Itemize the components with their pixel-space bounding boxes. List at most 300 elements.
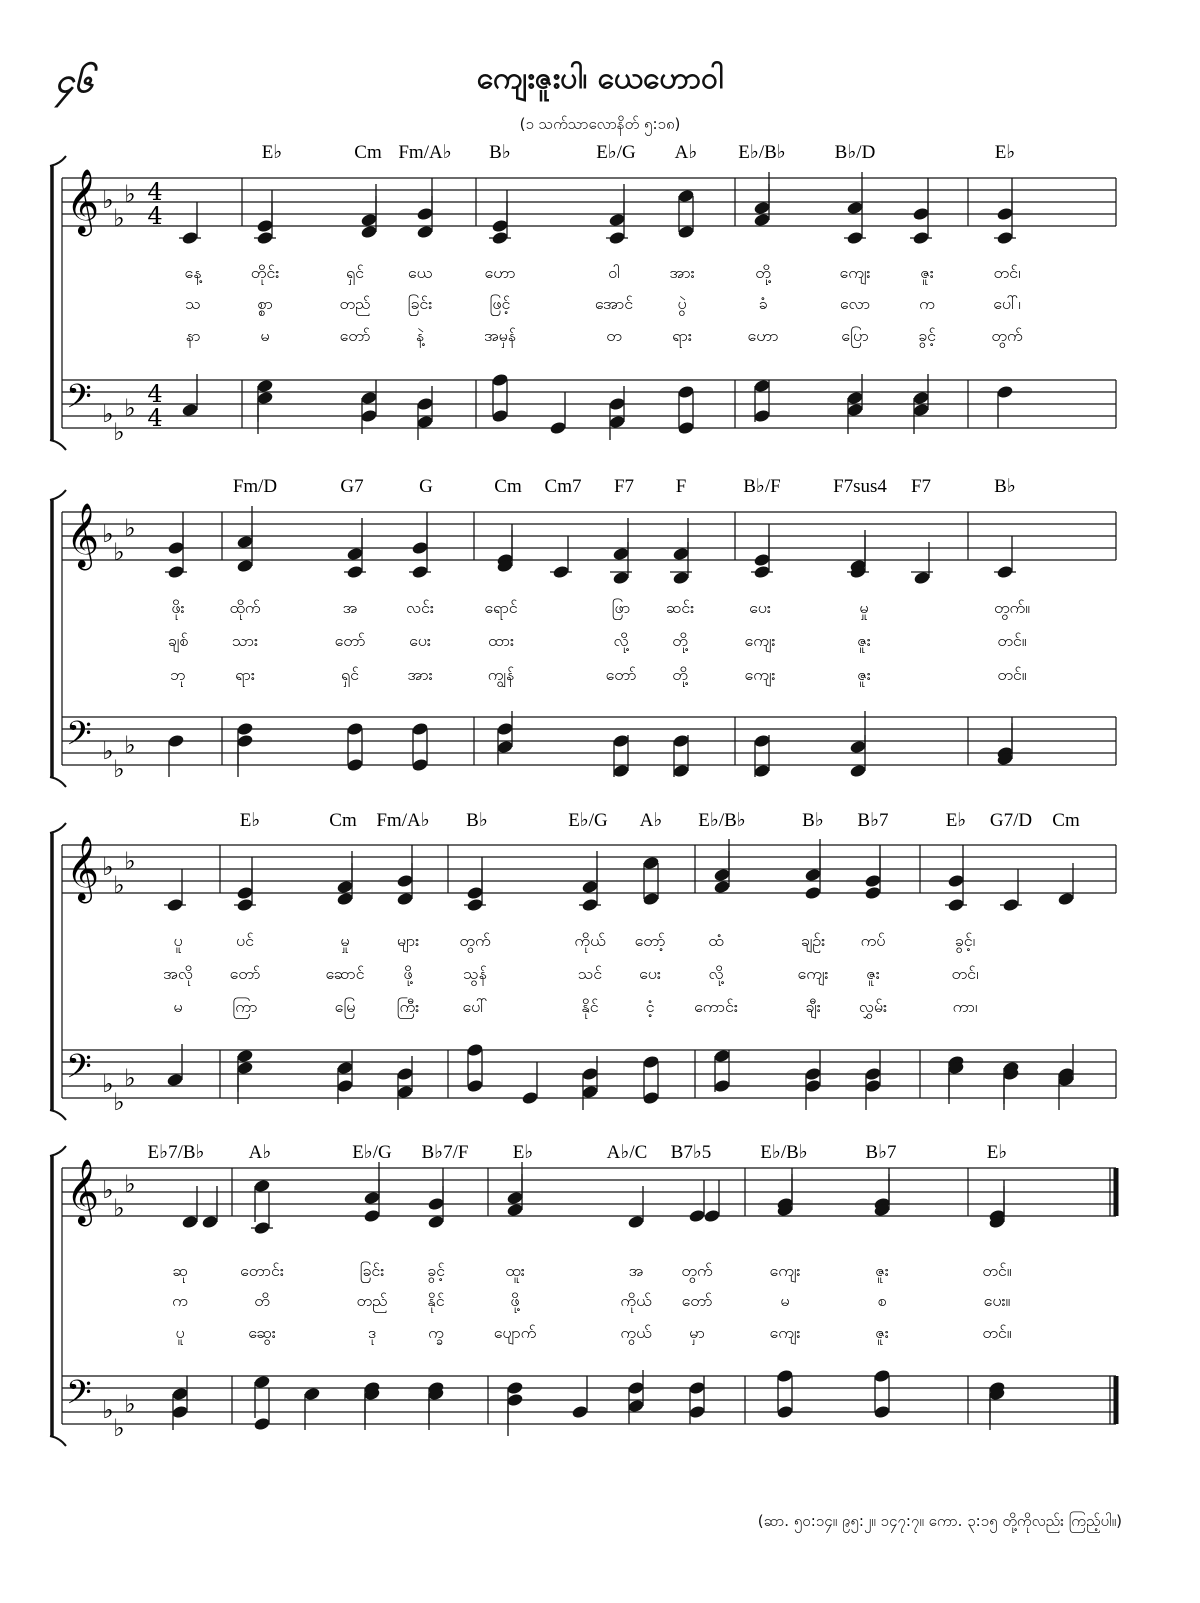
treble-staff-4 [62, 1168, 1116, 1216]
notehead [253, 1417, 271, 1432]
notehead [236, 1061, 254, 1076]
notehead [688, 1381, 706, 1396]
notehead [336, 1079, 354, 1094]
lyric-verse-1-syllable: နေ့ [184, 263, 202, 282]
lyric-verse-3-syllable: မ [260, 326, 270, 345]
treble-clef-icon: 𝄞 [66, 503, 100, 568]
notehead [336, 880, 354, 895]
lyric-verse-2-syllable: ဖြင့် [489, 294, 511, 313]
notehead [506, 1191, 524, 1206]
chord-symbol: F7sus4 [833, 476, 887, 497]
key-flat-icon: ♭ [102, 1396, 114, 1424]
bracket-hook [50, 777, 66, 787]
lyric-verse-3-syllable: ကြီး [396, 997, 420, 1016]
chord-symbol: B7♭5 [670, 1142, 712, 1163]
bass-staff-1 [62, 380, 1116, 428]
lyric-verse-1-syllable: တိုင်း [250, 263, 280, 282]
notehead [612, 571, 630, 586]
lyric-verse-3-syllable: ရှင် [340, 665, 360, 684]
chord-symbol: Cm [329, 810, 357, 831]
notehead [672, 547, 690, 562]
notehead [236, 559, 254, 574]
chord-symbol: A♭ [248, 1142, 272, 1163]
key-flat-icon: ♭ [102, 737, 114, 765]
lyric-verse-3-syllable: တော် [339, 326, 371, 345]
bracket-hook [50, 156, 66, 166]
notehead [181, 1215, 199, 1230]
notehead [167, 734, 185, 749]
notehead [236, 734, 254, 749]
lyric-verse-2-syllable: တော် [681, 1291, 713, 1310]
notehead [427, 1197, 445, 1212]
key-flat-icon: ♭ [124, 514, 136, 542]
lyric-verse-2-syllable: ပေး [639, 964, 661, 983]
chord-symbol: Fm/D [232, 476, 278, 497]
notehead [346, 547, 364, 562]
notehead [416, 207, 434, 222]
lyric-verse-3-syllable: အမှန် [483, 326, 517, 345]
notehead [672, 571, 690, 586]
chord-symbol: B♭ [994, 476, 1016, 497]
lyric-verse-3-syllable: ပြော [841, 326, 869, 345]
chord-symbol: E♭ [986, 1142, 1008, 1163]
notehead [612, 547, 630, 562]
lyric-verse-1-syllable: ဖိုး [171, 598, 185, 617]
notehead [677, 189, 695, 204]
notehead [236, 722, 254, 737]
chord-symbol: E♭ [239, 810, 261, 831]
lyric-verse-2-syllable: နိုင် [427, 1291, 445, 1310]
notehead [753, 201, 771, 216]
notehead [491, 409, 509, 424]
notehead [581, 1085, 599, 1100]
lyric-verse-3-syllable: ကြာ [232, 997, 258, 1016]
notehead [804, 1079, 822, 1094]
lyric-verse-2-syllable: ဖို့ [403, 964, 413, 983]
chord-symbol: A♭ [639, 810, 663, 831]
lyric-verse-1-syllable: ဆင်း [665, 598, 695, 617]
chord-symbol: B♭/F [743, 476, 781, 497]
lyric-verse-1-syllable: ထံ [708, 931, 724, 950]
lyric-verse-1-syllable: ခြင်း [359, 1261, 385, 1280]
time-signature-bottom: 4 [147, 202, 163, 230]
notehead [849, 764, 867, 779]
lyric-verse-2-syllable: တော် [334, 631, 366, 650]
chord-symbol: B♭/D [834, 142, 876, 163]
lyric-verse-3-syllable: တင်။ [997, 665, 1027, 684]
lyric-verse-2-syllable: တင်၊ [951, 964, 979, 983]
notehead [363, 1191, 381, 1206]
key-flat-icon: ♭ [102, 853, 114, 881]
lyric-verse-3-syllable: မြေ [334, 997, 356, 1016]
lyric-verse-1-syllable: မှု [340, 931, 350, 950]
lyric-verse-1-syllable: အား [669, 263, 695, 282]
lyric-verse-2-syllable: ဇူး [866, 964, 880, 983]
lyric-verse-2-syllable: အောင် [594, 294, 634, 313]
notehead [672, 734, 690, 749]
lyric-verse-3-syllable: ငံ့ [645, 997, 655, 1016]
notehead [521, 1091, 539, 1106]
lyric-verse-1-syllable: ဝါ [608, 263, 620, 282]
lyric-verse-2-syllable: ဆောင် [325, 964, 365, 983]
lyric-verse-3-syllable: တော် [605, 665, 637, 684]
lyric-verse-2-syllable: လို့ [613, 631, 629, 650]
lyric-verse-2-syllable: တို့ [672, 631, 688, 650]
notehead [181, 403, 199, 418]
chord-symbol: E♭/B♭ [738, 142, 786, 163]
notehead [416, 225, 434, 240]
lyric-verse-1-syllable: တင်။ [982, 1261, 1012, 1280]
lyric-verse-1-syllable: ပေး [749, 598, 771, 617]
notehead [236, 886, 254, 901]
notehead [491, 373, 509, 388]
key-flat-icon: ♭ [124, 731, 136, 759]
lyric-verse-2-syllable: တိ [254, 1291, 270, 1310]
lyric-verse-3-syllable: ကွယ် [620, 1323, 652, 1342]
notehead [171, 1387, 189, 1402]
notehead [396, 1067, 414, 1082]
chord-symbol: Fm/A♭ [398, 142, 452, 163]
lyric-verse-3-syllable: တ [606, 326, 622, 345]
notehead [864, 874, 882, 889]
song-title: ကျေးဇူးပါ၊ ယေဟောဝါ [476, 61, 724, 96]
chord-symbol: Cm [1052, 810, 1080, 831]
notehead [873, 1369, 891, 1384]
lyric-verse-3-syllable: ချီး [805, 997, 821, 1016]
chord-symbol: E♭/G [568, 810, 608, 831]
lyric-verse-3-syllable: ဘု [170, 665, 186, 684]
footnote: (ဆာ. ၅၀:၁၄။ ၉၅:၂။ ၁၄၇:၇။ ကော. ၃:၁၅ တို့ကိုလည်း ကြည့်ပါ။) [757, 1512, 1122, 1530]
lyric-verse-1-syllable: ရှင် [345, 263, 365, 282]
chord-symbol: E♭/G [352, 1142, 392, 1163]
notehead [612, 764, 630, 779]
lyric-verse-1-syllable: ဆု [172, 1261, 188, 1280]
lyric-verse-2-syllable: စ [877, 1291, 887, 1310]
time-signature-top: 4 [147, 178, 163, 206]
notehead [411, 722, 429, 737]
notehead [713, 1049, 731, 1064]
chord-symbol: F7 [910, 476, 932, 497]
lyric-verse-3-syllable: က္ခ [428, 1323, 444, 1342]
lyric-verse-1-syllable: တို့ [755, 263, 771, 282]
lyric-verse-2-syllable: ပေး။ [983, 1291, 1011, 1310]
notehead [703, 1209, 721, 1224]
key-flat-icon: ♭ [113, 1194, 125, 1222]
chord-symbol: E♭/B♭ [760, 1142, 808, 1163]
key-flat-icon: ♭ [113, 204, 125, 232]
lyric-verse-2-syllable: ခြင်း [407, 294, 433, 313]
lyric-verse-1-syllable: အ [628, 1261, 644, 1280]
lyric-verse-3-syllable: နိုင် [581, 997, 599, 1016]
bass-clef-icon: 𝄢 [66, 378, 92, 424]
bracket-hook [50, 490, 66, 500]
lyric-verse-2-syllable: က [172, 1291, 188, 1310]
lyric-verse-2-syllable: ကိုယ် [620, 1291, 652, 1310]
key-flat-icon: ♭ [113, 538, 125, 566]
scripture-reference: (၁ သက်သာလောနိတ် ၅:၁၈) [519, 115, 681, 133]
key-flat-icon: ♭ [124, 1170, 136, 1198]
notehead [753, 734, 771, 749]
lyric-verse-2-syllable: ထား [487, 631, 515, 650]
lyric-verse-3-syllable: တင်။ [982, 1323, 1012, 1342]
notehead [256, 219, 274, 234]
treble-clef-icon: 𝄞 [66, 836, 100, 901]
lyric-verse-3-syllable: ဇူး [857, 665, 871, 684]
treble-clef-icon: 𝄞 [66, 169, 100, 234]
lyric-verse-2-syllable: ခံ [758, 294, 768, 313]
lyric-verse-1-syllable: ကိုယ် [574, 931, 606, 950]
lyric-verse-2-syllable: သွန် [463, 964, 487, 983]
bass-staff-4 [62, 1376, 1116, 1424]
key-flat-icon: ♭ [124, 394, 136, 422]
notehead [581, 880, 599, 895]
lyric-verse-2-syllable: ဇူး [857, 631, 871, 650]
lyric-verse-2-syllable: က [919, 294, 935, 313]
lyric-verse-2-syllable: တင်။ [997, 631, 1027, 650]
lyric-verse-3-syllable: လွှမ်း [858, 997, 888, 1016]
notehead [346, 722, 364, 737]
notehead [256, 379, 274, 394]
chord-symbol: Cm7 [544, 476, 582, 497]
bracket-hook [50, 823, 66, 833]
lyric-verse-1-syllable: ထူး [505, 1261, 525, 1280]
treble-clef-icon: 𝄞 [66, 1159, 100, 1224]
notehead [506, 1393, 524, 1408]
notehead [804, 886, 822, 901]
lyric-verse-1-syllable: ချဉ်း [800, 931, 826, 950]
chord-symbol: B♭ [802, 810, 824, 831]
lyric-verse-1-syllable: မှု [859, 598, 869, 617]
notehead [416, 415, 434, 430]
notehead [466, 1079, 484, 1094]
chord-symbol: E♭/B♭ [698, 810, 746, 831]
lyric-verse-2-syllable: တည် [356, 1291, 388, 1310]
lyric-verse-1-syllable: ယေ [407, 263, 433, 282]
chord-symbol: E♭ [945, 810, 967, 831]
lyric-verse-1-syllable: ဟော [484, 263, 516, 282]
notehead [608, 415, 626, 430]
chord-symbol: B♭7/F [421, 1142, 469, 1163]
notehead [491, 219, 509, 234]
chord-symbol: B♭ [489, 142, 511, 163]
notehead [713, 1079, 731, 1094]
notehead [201, 1215, 219, 1230]
lyric-verse-1-syllable: ခွင့် [427, 1261, 445, 1280]
notehead [360, 409, 378, 424]
notehead [396, 874, 414, 889]
bass-staff-2 [62, 717, 1116, 765]
chord-symbol: E♭/G [596, 142, 636, 163]
notehead [912, 391, 930, 406]
lyric-verse-2-syllable: ပေး [409, 631, 431, 650]
notehead [496, 740, 514, 755]
lyric-verse-3-syllable: ခွင့် [918, 326, 936, 345]
notehead [642, 892, 660, 907]
key-flat-icon: ♭ [102, 1176, 114, 1204]
notehead [506, 1203, 524, 1218]
notehead [466, 1043, 484, 1058]
notehead [612, 734, 630, 749]
lyric-verse-3-syllable: နဲ့ [415, 326, 425, 345]
notehead [166, 1073, 184, 1088]
notehead [360, 391, 378, 406]
notehead [627, 1399, 645, 1414]
notehead [753, 409, 771, 424]
notehead [571, 1405, 589, 1420]
notehead [411, 758, 429, 773]
key-flat-icon: ♭ [113, 755, 125, 783]
lyric-verse-1-syllable: တင်၊ [993, 263, 1021, 282]
notehead [253, 1375, 271, 1390]
notehead [642, 856, 660, 871]
notehead [608, 213, 626, 228]
notehead [804, 1067, 822, 1082]
notehead [171, 1405, 189, 1420]
lyric-verse-2-syllable: ကျေး [797, 964, 829, 983]
key-flat-icon: ♭ [113, 418, 125, 446]
lyric-verse-3-syllable: ဟော [747, 326, 779, 345]
notehead [996, 207, 1014, 222]
chord-symbol: E♭ [512, 1142, 534, 1163]
notehead [496, 722, 514, 737]
lyric-verse-3-syllable: ကျွန် [487, 665, 515, 684]
lyric-verse-1-syllable: ကျေး [839, 263, 871, 282]
notehead [753, 553, 771, 568]
notehead [506, 1381, 524, 1396]
notehead [713, 880, 731, 895]
notehead [627, 1215, 645, 1230]
chord-symbol: F [675, 476, 687, 497]
notehead [996, 385, 1014, 400]
lyric-verse-3-syllable: ပေါ် [462, 997, 488, 1016]
lyric-verse-2-syllable: ကျေး [744, 631, 776, 650]
notehead [549, 421, 567, 436]
lyric-verse-3-syllable: ဒု [367, 1323, 377, 1342]
notehead [416, 397, 434, 412]
lyric-verse-3-syllable: ရား [672, 326, 692, 345]
notehead [753, 213, 771, 228]
notehead [846, 403, 864, 418]
lyric-verse-3-syllable: ရား [235, 665, 255, 684]
page-number: ၄၆ [55, 61, 94, 101]
lyric-verse-3-syllable: ဆွေး [248, 1323, 276, 1342]
notehead [873, 1405, 891, 1420]
lyric-verse-2-syllable: အလို [163, 964, 193, 983]
key-flat-icon: ♭ [113, 1414, 125, 1442]
notehead [753, 379, 771, 394]
notehead [776, 1405, 794, 1420]
bass-clef-icon: 𝄢 [66, 1374, 92, 1420]
notehead [256, 391, 274, 406]
notehead [846, 391, 864, 406]
lyric-verse-1-syllable: ဇူး [920, 263, 934, 282]
bracket-hook [50, 440, 66, 450]
notehead [947, 874, 965, 889]
notehead [411, 541, 429, 556]
treble-staff-2 [62, 512, 1116, 560]
notehead [581, 1067, 599, 1082]
notehead [642, 1055, 660, 1070]
chord-symbol: Fm/A♭ [376, 810, 430, 831]
notehead [336, 1061, 354, 1076]
lyric-verse-3-syllable: ကောင်း [694, 997, 738, 1016]
chord-symbol: Cm [494, 476, 522, 497]
lyric-verse-1-syllable: ပူ [173, 931, 183, 950]
lyric-verse-3-syllable: အား [407, 665, 433, 684]
lyric-verse-2-syllable: သ [185, 294, 201, 313]
lyric-verse-2-syllable: တော် [229, 964, 261, 983]
lyric-verse-1-syllable: တောင်း [240, 1261, 284, 1280]
lyric-verse-1-syllable: ခွင့်၊ [954, 931, 976, 950]
lyric-verse-2-syllable: သား [231, 631, 259, 650]
notehead [913, 571, 931, 586]
lyric-verse-1-syllable: ရောင် [484, 598, 518, 617]
key-flat-icon: ♭ [113, 871, 125, 899]
chord-symbol: E♭ [261, 142, 283, 163]
notehead [672, 764, 690, 779]
chord-symbol: Cm [354, 142, 382, 163]
notehead [864, 886, 882, 901]
lyric-verse-2-syllable: သင် [577, 964, 603, 983]
chord-symbol: G7/D [989, 810, 1033, 831]
lyric-verse-2-syllable: တည် [339, 294, 371, 313]
notehead [753, 764, 771, 779]
lyric-verse-2-syllable: လော [839, 294, 871, 313]
notehead [396, 1085, 414, 1100]
lyric-verse-3-syllable: ပူ [175, 1323, 185, 1342]
lyric-verse-1-syllable: အ [342, 598, 358, 617]
key-flat-icon: ♭ [113, 1088, 125, 1116]
chord-symbol: B♭7 [865, 1142, 897, 1163]
lyric-verse-1-syllable: လင်း [406, 598, 434, 617]
notehead [396, 892, 414, 907]
lyric-verse-1-syllable: များ [396, 931, 420, 950]
key-flat-icon: ♭ [102, 400, 114, 428]
bracket-hook [50, 1146, 66, 1156]
lyric-verse-2-syllable: ပွဲ [677, 294, 687, 313]
lyric-verse-1-syllable: တော့် [634, 931, 666, 950]
lyric-verse-2-syllable: မ [780, 1291, 790, 1310]
notehead [846, 201, 864, 216]
lyric-verse-2-syllable: ချစ် [167, 631, 189, 650]
key-flat-icon: ♭ [124, 1064, 136, 1092]
lyric-verse-3-syllable: တို့ [672, 665, 688, 684]
notehead [912, 403, 930, 418]
lyric-verse-1-syllable: တွက်။ [993, 598, 1031, 617]
chord-symbol: G [419, 476, 433, 497]
key-flat-icon: ♭ [124, 180, 136, 208]
lyric-verse-1-syllable: တွက် [681, 1261, 713, 1280]
lyric-verse-3-syllable: နာ [185, 326, 201, 345]
notehead [360, 213, 378, 228]
lyric-verse-2-syllable: ပေါ်၊ [993, 294, 1021, 313]
lyric-verse-1-syllable: ပင် [236, 931, 254, 950]
notehead [849, 740, 867, 755]
chord-symbol: A♭/C [606, 1142, 648, 1163]
key-flat-icon: ♭ [102, 1070, 114, 1098]
notehead [303, 1387, 321, 1402]
notehead [336, 892, 354, 907]
lyric-verse-1-syllable: ဇူး [875, 1261, 889, 1280]
lyric-verse-3-syllable: ကာ၊ [952, 997, 978, 1016]
notehead [713, 868, 731, 883]
notehead [688, 1209, 706, 1224]
notehead [608, 397, 626, 412]
lyric-verse-3-syllable: ဇူး [875, 1323, 889, 1342]
lyric-verse-3-syllable: မှာ [689, 1323, 705, 1342]
bass-clef-icon: 𝄢 [66, 715, 92, 761]
chord-symbol: B♭7 [857, 810, 889, 831]
